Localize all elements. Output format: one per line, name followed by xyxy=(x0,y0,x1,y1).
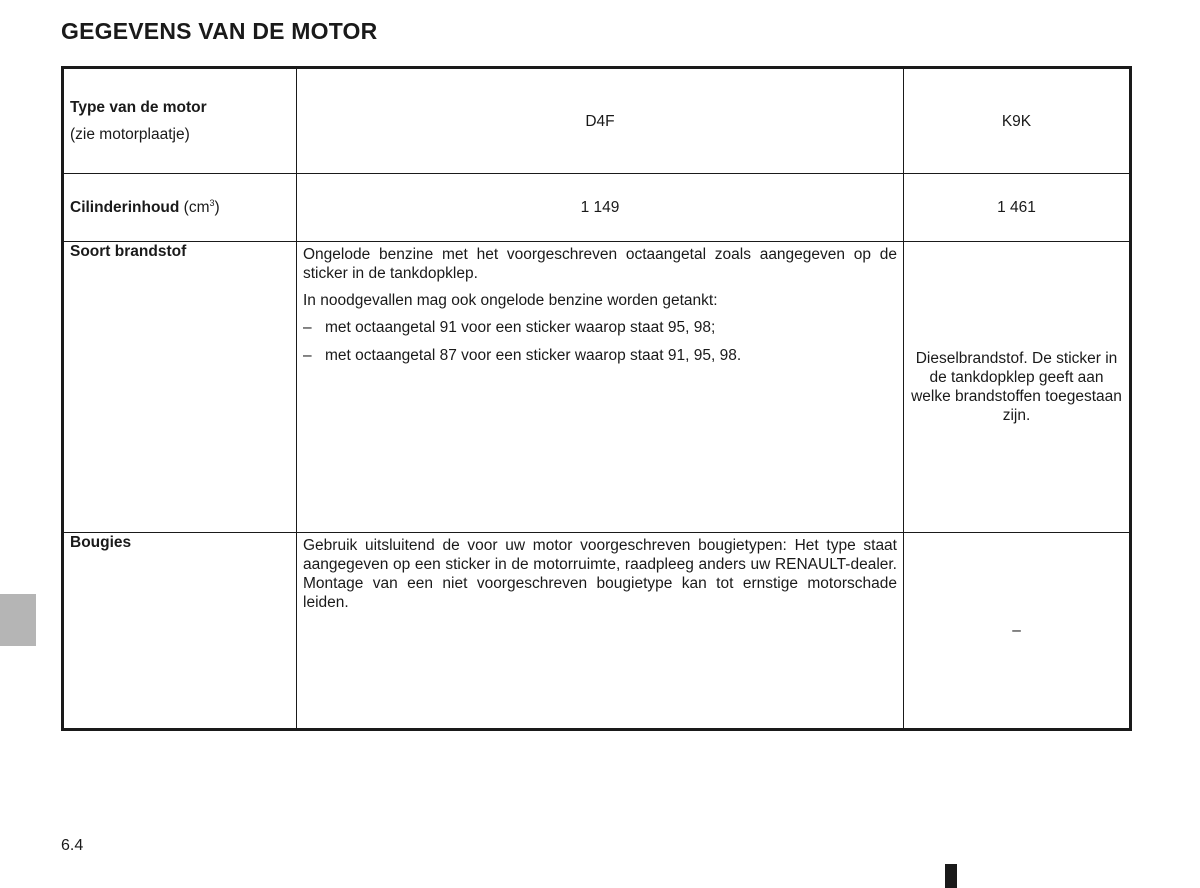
spark-plugs-label: Bougies xyxy=(70,534,132,551)
fuel-k9k: Dieselbrandstof. De sticker in de tankdopklep geeft aan welke brandstoffen toegestaan zijn. xyxy=(904,242,1131,533)
displacement-label: Cilinderinhoud xyxy=(70,199,180,216)
displacement-unit: $(cm^3)$ xyxy=(183,197,220,216)
section-marker xyxy=(945,864,957,888)
table-row-spark-plugs xyxy=(63,533,1131,730)
fuel-paragraph-2: In noodgevallen mag ook ongelode benzine worden getankt: xyxy=(303,292,718,309)
engine-type-k9k: K9K xyxy=(904,68,1131,174)
list-item xyxy=(303,346,897,365)
row-header-fuel xyxy=(63,242,297,533)
row-header-spark-plugs xyxy=(63,533,297,730)
engine-type-sublabel: (zie motorplaatje) xyxy=(70,126,190,143)
chapter-tab xyxy=(0,594,36,646)
spark-plugs-d4f: Gebruik uitsluitend de voor uw motor voorgeschreven bougietypen: Het type staat aangegeven op een sticker in de motorruimte, raadpleeg anders uw RENAULT-dealer. Montage van een niet voorgeschreven bougietype kan tot ernstige motorschade leiden. xyxy=(297,533,904,730)
dash-bullet: – xyxy=(303,347,312,364)
table-row-engine-type xyxy=(63,68,1131,174)
table-row-displacement xyxy=(63,174,1131,242)
page-title: GEGEVENS VAN DE MOTOR xyxy=(61,18,378,44)
row-header-engine-type xyxy=(63,68,297,174)
fuel-label: Soort brandstof xyxy=(70,243,187,260)
list-item xyxy=(303,318,897,337)
page-number: 6.4 xyxy=(61,837,84,854)
engine-type-label: Type van de motor xyxy=(70,99,207,116)
dash-bullet: – xyxy=(303,319,312,336)
displacement-k9k: 1 461 xyxy=(904,174,1131,242)
spark-plugs-k9k: – xyxy=(904,533,1131,730)
engine-data-table xyxy=(61,66,1132,731)
engine-type-d4f: D4F xyxy=(297,68,904,174)
table-row-fuel xyxy=(63,242,1131,533)
fuel-paragraph-1: Ongelode benzine met het voorgeschreven octaangetal zoals aangegeven op de sticker in de tankdopklep. xyxy=(303,246,897,282)
fuel-item-text: met octaangetal 87 voor een sticker waarop staat 91, 95, 98. xyxy=(325,347,742,364)
row-header-displacement xyxy=(63,174,297,242)
displacement-d4f: 1 149 xyxy=(297,174,904,242)
fuel-d4f xyxy=(297,242,904,533)
fuel-item-text: met octaangetal 91 voor een sticker waarop staat 95, 98; xyxy=(325,319,716,336)
